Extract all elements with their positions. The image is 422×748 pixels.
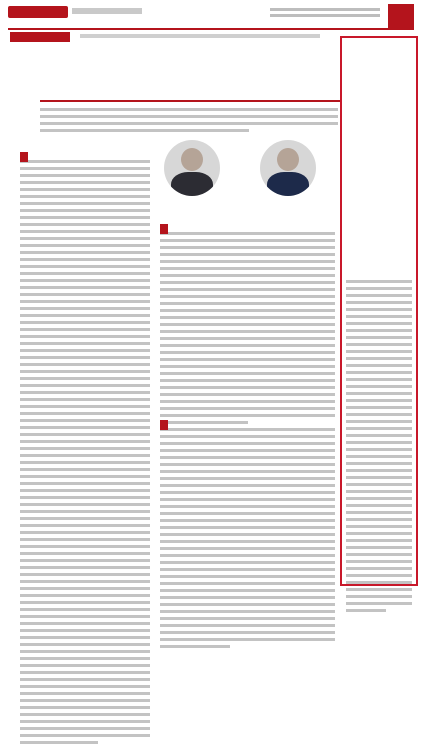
column-intro	[80, 34, 320, 38]
section-heading	[160, 218, 335, 232]
sidebar-title	[354, 44, 404, 274]
newspaper-logo	[8, 6, 68, 18]
author-photo	[164, 140, 220, 196]
sidebar-column	[346, 280, 412, 616]
author-photo	[260, 140, 316, 196]
column-tag	[10, 32, 70, 42]
section-heading	[160, 414, 335, 428]
headline	[40, 58, 340, 92]
header-meta	[270, 8, 380, 24]
article-column	[160, 414, 335, 652]
issue-date	[72, 8, 142, 14]
page-number	[388, 4, 414, 28]
headline-rule	[40, 100, 340, 102]
lead-paragraph	[40, 108, 338, 138]
heading-marker	[160, 224, 168, 234]
section-heading	[20, 146, 150, 160]
heading-marker	[20, 152, 28, 162]
article-column	[20, 146, 150, 748]
heading-marker	[160, 420, 168, 430]
article-column	[160, 218, 335, 428]
header-rule	[8, 28, 414, 30]
